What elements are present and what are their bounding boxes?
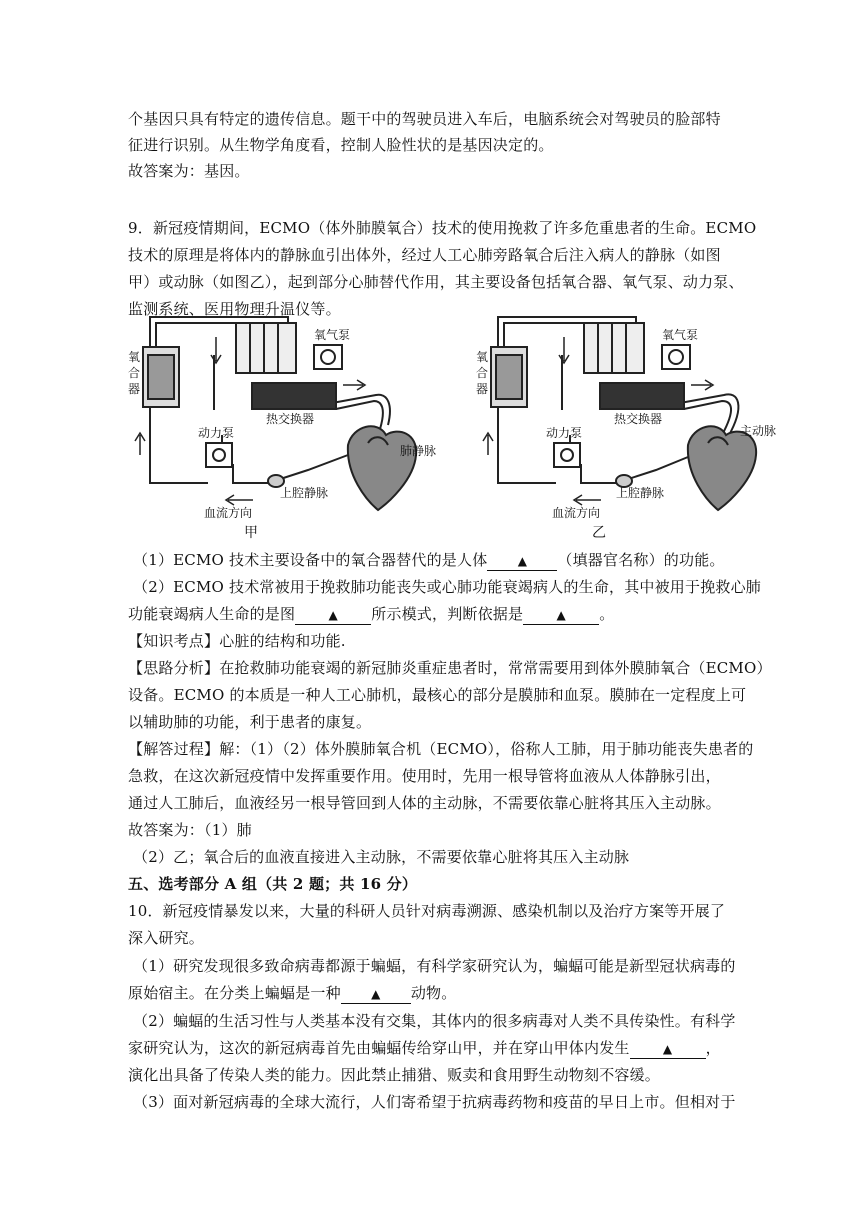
answer-line: 故答案为：（1）肺 xyxy=(128,821,252,839)
label-svc-right: 上腔静脉 xyxy=(616,486,665,500)
solution: 【解答过程】解：（1）（2）体外膜肺氧合机（ECMO），俗称人工肺，用于肺功能丧失患者的 xyxy=(128,740,754,758)
label-aorta: 主动脉 xyxy=(740,424,777,438)
label-oxygenator-right: 氧合器 xyxy=(476,350,489,396)
question-10-stem: 10．新冠疫情暴发以来，大量的科研人员针对病毒溯源、感染机制以及治疗方案等开展了 xyxy=(128,902,726,920)
question-9-2: （2）ECMO 技术常被用于挽救肺功能丧失或心肺功能衰竭病人的生命，其中被用于挽救心肺 xyxy=(133,578,761,596)
text-line: 以辅助肺的功能，利于患者的康复。 xyxy=(128,713,372,731)
analysis: 【思路分析】在抢救肺功能衰竭的新冠肺炎重症患者时，常常需要用到体外膜肺氧合（ECMO） xyxy=(128,659,772,677)
knowledge-point: 【知识考点】心脏的结构和功能. xyxy=(128,632,346,650)
label-heat-exchanger-left: 热交换器 xyxy=(266,412,315,426)
label-svc-left: 上腔静脉 xyxy=(280,486,329,500)
question-9-2-cont: 功能衰竭病人生命的是图 ▲ 所示模式，判断依据是 ▲ 。 xyxy=(128,605,615,623)
answer-line: （2）乙；氧合后的血液直接进入主动脉，不需要依靠心脏将其压入主动脉 xyxy=(133,848,630,866)
section-heading: 五、选考部分 A 组（共 2 题；共 16 分） xyxy=(128,875,418,893)
question-10-1-cont: 原始宿主。在分类上蝙蝠是一种 ▲ 动物。 xyxy=(128,984,457,1002)
text-line: 技术的原理是将体内的静脉血引出体外，经过人工心肺旁路氧合后注入病人的静脉（如图 xyxy=(128,246,721,264)
label-pulmonary-vein: 肺静脉 xyxy=(400,444,437,458)
question-9-stem: 9．新冠疫情期间，ECMO（体外肺膜氧合）技术的使用挽救了许多危重患者的生命。ECMO xyxy=(128,219,757,237)
caption-jia: 甲 xyxy=(244,525,258,541)
text-line: 演化出具备了传染人类的能力。因此禁止捕猎、贩卖和食用野生动物刻不容缓。 xyxy=(128,1066,661,1084)
answer-blank: ▲ xyxy=(295,605,371,625)
caption-yi: 乙 xyxy=(592,525,606,541)
question-10-2: （2）蝙蝠的生活习性与人类基本没有交集，其体内的很多病毒对人类不具传染性。有科学 xyxy=(133,1012,736,1030)
text-line: 故答案为：基因。 xyxy=(128,162,250,180)
text-line: 设备。ECMO 的本质是一种人工心肺机，最核心的部分是膜肺和血泵。膜肺在一定程度上可 xyxy=(128,686,747,704)
answer-blank: ▲ xyxy=(630,1039,706,1059)
question-10-3: （3）面对新冠病毒的全球大流行，人们寄希望于抗病毒药物和疫苗的早日上市。但相对于 xyxy=(133,1093,736,1111)
label-power-pump-right: 动力泵 xyxy=(546,426,583,440)
question-9-1: （1）ECMO 技术主要设备中的氧合器替代的是人体 ▲ （填器官名称）的功能。 xyxy=(133,551,725,569)
question-10-2-cont: 家研究认为，这次的新冠病毒首先由蝙蝠传给穿山甲，并在穿山甲体内发生 ▲ ， xyxy=(128,1039,721,1057)
text-line: 个基因只具有特定的遗传信息。题干中的驾驶员进入车后，电脑系统会对驾驶员的脸部特 xyxy=(128,110,721,128)
label-flow-direction-left: 血流方向 xyxy=(204,506,253,520)
label-heat-exchanger-right: 热交换器 xyxy=(614,412,663,426)
text-line: 通过人工肺后，血液经另一根导管回到人体的主动脉，不需要依靠心脏将其压入主动脉。 xyxy=(128,794,721,812)
label-oxygen-pump-left: 氧气泵 xyxy=(314,328,351,342)
text-line: 深入研究。 xyxy=(128,929,205,947)
answer-blank: ▲ xyxy=(341,984,411,1004)
answer-blank: ▲ xyxy=(523,605,599,625)
text-line: 急救，在这次新冠疫情中发挥重要作用。使用时，先用一根导管将血液从人体静脉引出， xyxy=(128,767,721,785)
answer-blank: ▲ xyxy=(487,551,557,571)
text-line: 征进行识别。从生物学角度看，控制人脸性状的是基因决定的。 xyxy=(128,136,554,154)
question-10-1: （1）研究发现很多致命病毒都源于蝙蝠，有科学家研究认为，蝙蝠可能是新型冠状病毒的 xyxy=(133,957,736,975)
label-oxygenator-left: 氧合器 xyxy=(128,350,141,396)
label-oxygen-pump-right: 氧气泵 xyxy=(662,328,699,342)
ecmo-figure xyxy=(118,305,798,545)
label-power-pump-left: 动力泵 xyxy=(198,426,235,440)
text-line: 监测系统、医用物理升温仪等。 xyxy=(128,300,341,318)
label-flow-direction-right: 血流方向 xyxy=(552,506,601,520)
text-line: 甲）或动脉（如图乙），起到部分心肺替代作用，其主要设备包括氧合器、氧气泵、动力泵、 xyxy=(128,273,744,291)
